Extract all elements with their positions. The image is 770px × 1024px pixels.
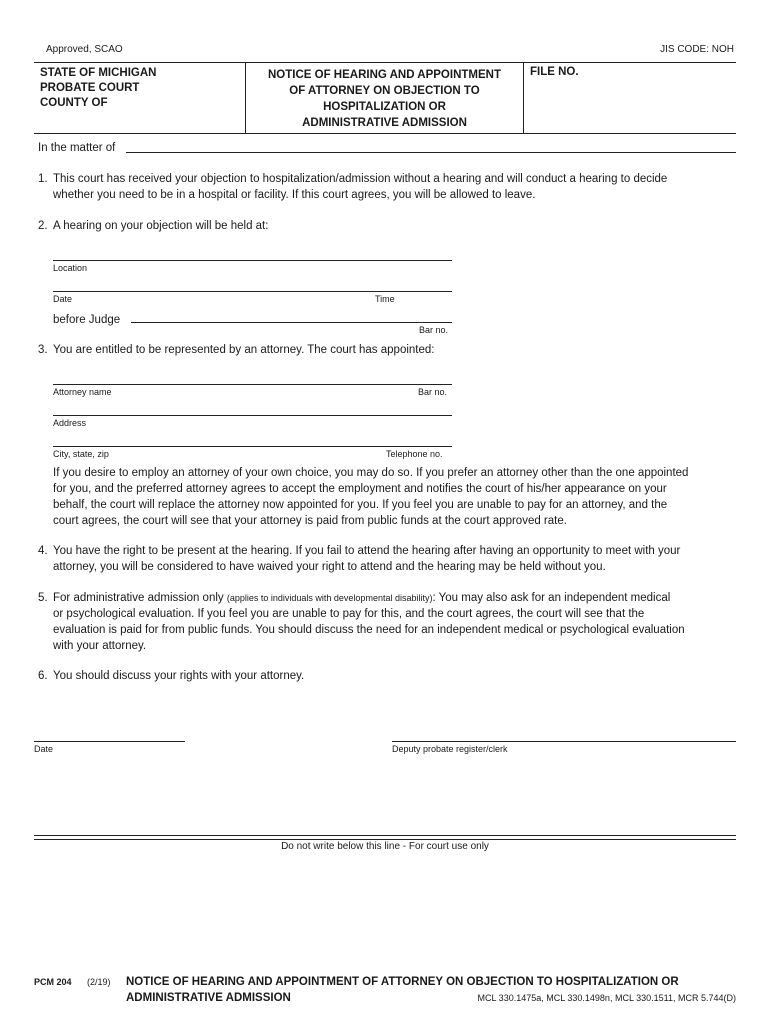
item-6 xyxy=(38,668,738,684)
footer-citations: MCL 330.1475a, MCL 330.1498n, MCL 330.1511, MCR 5.744(D) xyxy=(477,993,736,1003)
item-text: with your attorney. xyxy=(53,640,147,652)
file-no-label: FILE NO. xyxy=(530,66,579,78)
clerk-signature-field[interactable] xyxy=(392,741,736,742)
court-use-divider xyxy=(34,835,736,840)
time-label: Time xyxy=(375,294,395,304)
item-number: 4. xyxy=(38,545,48,557)
paragraph-line: behalf, the court will replace the attorney now appointed for you. If you feel you are unable to pay for an attorney, and the xyxy=(53,499,668,511)
item-text: or psychological evaluation. If you feel you are unable to pay for this, and the court agrees, the court will see that the xyxy=(53,608,645,620)
signature-date-field[interactable] xyxy=(34,741,185,742)
jis-code: JIS CODE: NOH xyxy=(660,44,734,55)
item-number: 3. xyxy=(38,344,48,356)
form-title-line: ADMINISTRATIVE ADMISSION xyxy=(302,117,467,129)
form-revision: (2/19) xyxy=(87,977,111,987)
item-text: This court has received your objection to hospitalization/admission without a hearing and will conduct a hearing to decide xyxy=(53,173,668,185)
item-number: 1. xyxy=(38,173,48,185)
item-text: evaluation is paid for from public funds. You should discuss the need for an independent medical or psychological evaluation xyxy=(53,624,685,636)
item-5 xyxy=(38,590,748,654)
admin-admission-note: (applies to individuals with developmental disability) xyxy=(226,593,433,603)
footer-title-line: NOTICE OF HEARING AND APPOINTMENT OF ATTORNEY ON OBJECTION TO HOSPITALIZATION OR xyxy=(126,976,679,988)
telephone-label: Telephone no. xyxy=(386,449,443,459)
item-text: You are entitled to be represented by an attorney. The court has appointed: xyxy=(53,344,435,356)
court-info xyxy=(40,66,240,111)
form-title-line: NOTICE OF HEARING AND APPOINTMENT xyxy=(268,69,501,81)
date-label: Date xyxy=(53,294,73,304)
item-2 xyxy=(38,218,738,234)
form-title xyxy=(246,67,523,131)
city-label: City, state, zip xyxy=(53,449,109,459)
location-field[interactable] xyxy=(53,260,452,261)
clerk-label: Deputy probate register/clerk xyxy=(392,744,508,754)
form-number: PCM 204 xyxy=(34,977,72,987)
item-text: You have the right to be present at the hearing. If you fail to attend the hearing after having an opportunity to meet with your xyxy=(53,545,681,557)
paragraph-line: court agrees, the court will see that your attorney is paid from public funds at the court approved rate. xyxy=(53,515,567,527)
item-1 xyxy=(38,171,738,203)
paragraph-line: for you, and the preferred attorney agrees to accept the employment and notifies the court of his/her appearance on your xyxy=(53,483,667,495)
attorney-name-label: Attorney name xyxy=(53,387,112,397)
paragraph-line: If you desire to employ an attorney of your own choice, you may do so. If you prefer an attorney other than the one appointed xyxy=(53,467,689,479)
item-text xyxy=(53,590,748,606)
item-number: 2. xyxy=(38,220,48,232)
matter-field[interactable] xyxy=(126,152,736,153)
admin-admission-rest: : You may also ask for an independent medical xyxy=(432,592,671,604)
item-text: whether you need to be in a hospital or facility. If this court agrees, you will be allowed to leave. xyxy=(53,189,536,201)
court-county: COUNTY OF xyxy=(40,97,108,109)
item-3 xyxy=(38,342,738,358)
item-number: 6. xyxy=(38,670,48,682)
header-divider xyxy=(523,63,524,133)
approved-text: Approved, SCAO xyxy=(46,44,123,55)
date-time-field[interactable] xyxy=(53,291,452,292)
address-field[interactable] xyxy=(53,415,452,416)
judge-bar-no-label: Bar no. xyxy=(419,325,449,335)
address-label: Address xyxy=(53,418,87,428)
court-use-note: Do not write below this line - For court use only xyxy=(281,841,489,852)
item-text: A hearing on your objection will be held at: xyxy=(53,220,269,232)
attorney-bar-no-label: Bar no. xyxy=(418,387,448,397)
item-text: You should discuss your rights with your attorney. xyxy=(53,670,305,682)
city-telephone-field[interactable] xyxy=(53,446,452,447)
court-name: PROBATE COURT xyxy=(40,82,140,94)
attorney-choice-paragraph xyxy=(53,465,743,529)
court-state: STATE OF MICHIGAN xyxy=(40,67,157,79)
judge-field[interactable] xyxy=(131,322,452,323)
footer-title-line: ADMINISTRATIVE ADMISSION xyxy=(126,992,291,1004)
admin-admission-lead: For administrative admission only xyxy=(53,592,224,604)
form-title-line: OF ATTORNEY ON OBJECTION TO xyxy=(289,85,480,97)
signature-date-label: Date xyxy=(34,744,54,754)
item-4 xyxy=(38,543,748,575)
form-title-line: HOSPITALIZATION OR xyxy=(323,101,446,113)
location-label: Location xyxy=(53,263,88,273)
before-judge-label: before Judge xyxy=(53,314,121,326)
matter-label: In the matter of xyxy=(38,142,116,154)
item-text: attorney, you will be considered to have waived your right to attend and the hearing may be held without you. xyxy=(53,561,606,573)
item-number: 5. xyxy=(38,592,48,604)
form-header xyxy=(34,62,736,134)
attorney-name-field[interactable] xyxy=(53,384,452,385)
